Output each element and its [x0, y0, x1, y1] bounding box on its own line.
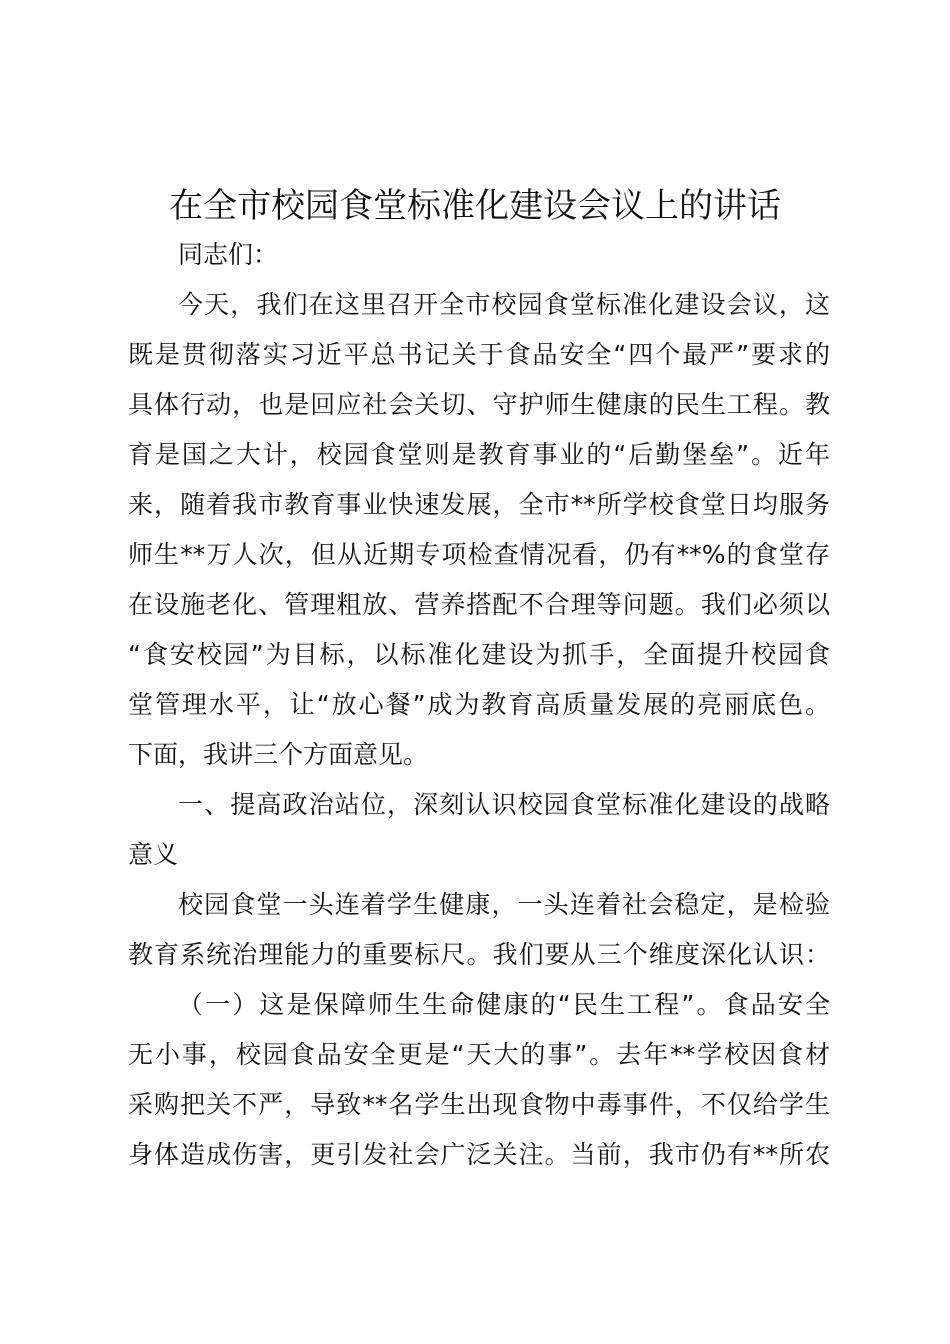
paragraph-line: 无小事，校园食品安全更是“天大的事”。去年**学校因食材 — [128, 1040, 830, 1069]
section-heading: 意义 — [128, 840, 179, 869]
paragraph-line: 师生**万人次，但从近期专项检查情况看，仍有**%的食堂存 — [128, 540, 830, 569]
paragraph-line: 既是贯彻落实习近平总书记关于食品安全“四个最严”要求的 — [128, 340, 830, 369]
paragraph-line: 下面，我讲三个方面意见。 — [128, 740, 429, 769]
paragraph-line: 育是国之大计，校园食堂则是教育事业的“后勤堡垒”。近年 — [128, 440, 830, 469]
paragraph-line: 教育系统治理能力的重要标尺。我们要从三个维度深化认识： — [128, 940, 830, 969]
subsection-line: （一）这是保障师生生命健康的“民生工程”。食品安全 — [178, 990, 830, 1019]
section-heading: 一、提高政治站位，深刻认识校园食堂标准化建设的战略 — [178, 790, 830, 819]
salutation: 同志们： — [178, 240, 279, 269]
paragraph-line: 身体造成伤害，更引发社会广泛关注。当前，我市仍有**所农 — [128, 1140, 830, 1169]
paragraph-line: 今天，我们在这里召开全市校园食堂标准化建设会议，这 — [178, 290, 830, 319]
page-title: 在全市校园食堂标准化建设会议上的讲话 — [169, 186, 781, 226]
paragraph-line: 堂管理水平，让“放心餐”成为教育高质量发展的亮丽底色。 — [128, 690, 830, 719]
paragraph-line: 校园食堂一头连着学生健康，一头连着社会稳定，是检验 — [178, 890, 830, 919]
paragraph-line: 具体行动，也是回应社会关切、守护师生健康的民生工程。教 — [128, 390, 830, 419]
paragraph-line: 来，随着我市教育事业快速发展，全市**所学校食堂日均服务 — [128, 490, 830, 519]
paragraph-line: “食安校园”为目标，以标准化建设为抓手，全面提升校园食 — [128, 640, 830, 669]
paragraph-line: 在设施老化、管理粗放、营养搭配不合理等问题。我们必须以 — [128, 590, 830, 619]
paragraph-line: 采购把关不严，导致**名学生出现食物中毒事件，不仅给学生 — [128, 1090, 830, 1119]
